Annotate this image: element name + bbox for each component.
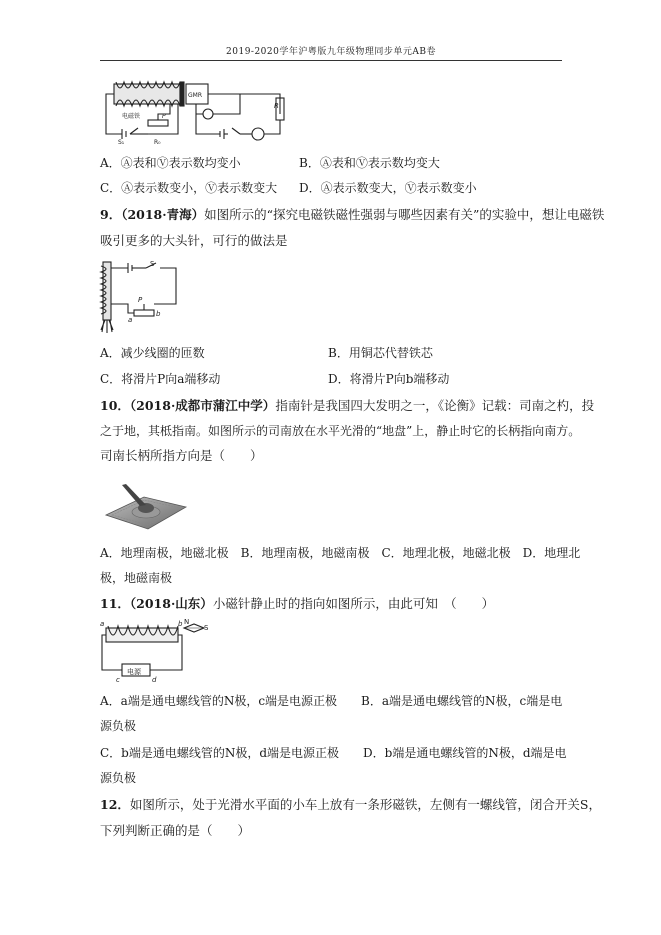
q11-s-label: S (204, 624, 209, 632)
q11-option-ab-line1: A．a端是通电螺线管的N极，c端是电源正极 B．a端是通电螺线管的N极，c端是电 (100, 694, 563, 708)
q10-stem-line2: 之于地，其柢指南。如图所示的司南放在水平光滑的“地盘”上，静止时它的长柄指向南方。 (100, 424, 581, 438)
q11-power-label: 电源 (127, 668, 141, 676)
q11-option-ab-line2: 源负极 (100, 719, 137, 733)
q8-option-b: B．Ⓐ表和Ⓥ表示数均变大 (299, 156, 440, 170)
q10-stem-line3: 司南长柄所指方向是（ ） (100, 448, 263, 463)
q9-option-b: B．用铜芯代替铁芯 (328, 346, 433, 360)
q11-option-cd-line2: 源负极 (100, 771, 137, 785)
q8-option-c: C．Ⓐ表示数变小，Ⓥ表示数变大 (100, 181, 278, 195)
q11-option-cd-line1: C．b端是通电螺线管的N极，d端是电源正极 D．b端是通电螺线管的N极，d端是电 (100, 746, 567, 760)
q11-a-label: a (100, 620, 105, 628)
q10-options-line1: A．地理南极，地磁北极 B．地理南极，地磁南极 C．地理北极，地磁北极 D．地理北 (100, 546, 581, 560)
r0-label: R₀ (154, 139, 161, 144)
header-rule (100, 60, 562, 61)
q12-stem-line2: 下列判断正确的是（ ） (100, 823, 251, 838)
q9-option-d: D．将滑片P向b端移动 (328, 372, 450, 386)
s1-label: S₁ (118, 139, 125, 144)
q11-number: 11． (100, 596, 130, 611)
r-label: R (274, 102, 279, 110)
q10-source: （2018·成都市蒲江中学） (129, 398, 276, 413)
q11-stem-text: 小磁针静止时的指向如图所示，由此可知 （ ） (212, 596, 495, 611)
q11-c-label: c (116, 676, 120, 684)
q11-source: （2018·山东） (129, 596, 213, 611)
q9-b-label: b (156, 310, 161, 318)
q9-stem-line1 (100, 207, 604, 223)
q10-number: 10． (100, 398, 130, 413)
q11-b-label: b (178, 620, 183, 628)
electromagnet-label: 电磁铁 (122, 113, 141, 120)
q12-stem-line1 (100, 797, 601, 813)
q9-p-label: P (138, 296, 143, 304)
q9-number: 9． (100, 207, 122, 222)
p-label: P (162, 113, 166, 120)
q8-option-a: A．Ⓐ表和Ⓥ表示数均变小 (100, 156, 241, 170)
q10-stem-text: 指南针是我国四大发明之一，《论衡》记载：司南之杓，投 (275, 398, 595, 413)
q9-option-c: C．将滑片P向a端移动 (100, 372, 221, 386)
q12-stem-text: 如图所示，处于光滑水平面的小车上放有一条形磁铁，左侧有一螺线管，闭合开关S， (129, 797, 601, 812)
q9-electromagnet-figure (98, 258, 182, 336)
q12-number: 12． (100, 797, 130, 812)
q9-s-label: S (150, 260, 155, 268)
gmr-label: GMR (188, 92, 202, 99)
q9-stem-line2: 吸引更多的大头针，可行的做法是 (100, 233, 288, 248)
q8-option-d: D．Ⓐ表示数变大，Ⓥ表示数变小 (299, 181, 477, 195)
q11-stem-line (100, 596, 494, 612)
page-header: 2019-2020学年沪粤版九年级物理同步单元AB卷 (226, 47, 436, 57)
q9-stem-text: 如图所示的“探究电磁铁磁性强弱与哪些因素有关”的实验中，想让电磁铁 (204, 207, 605, 222)
q10-options-line2: 极，地磁南极 (100, 571, 173, 585)
q9-option-a: A．减少线圈的匝数 (100, 346, 205, 360)
q9-source: （2018·青海） (121, 207, 205, 222)
q11-n-label: N (184, 618, 190, 626)
q8-circuit-figure (100, 76, 290, 144)
q9-a-label: a (128, 316, 133, 324)
q10-stem-line1 (100, 398, 594, 414)
q11-d-label: d (152, 676, 157, 684)
q11-solenoid-figure (98, 618, 218, 684)
q10-sinan-compass-figure (100, 475, 190, 531)
